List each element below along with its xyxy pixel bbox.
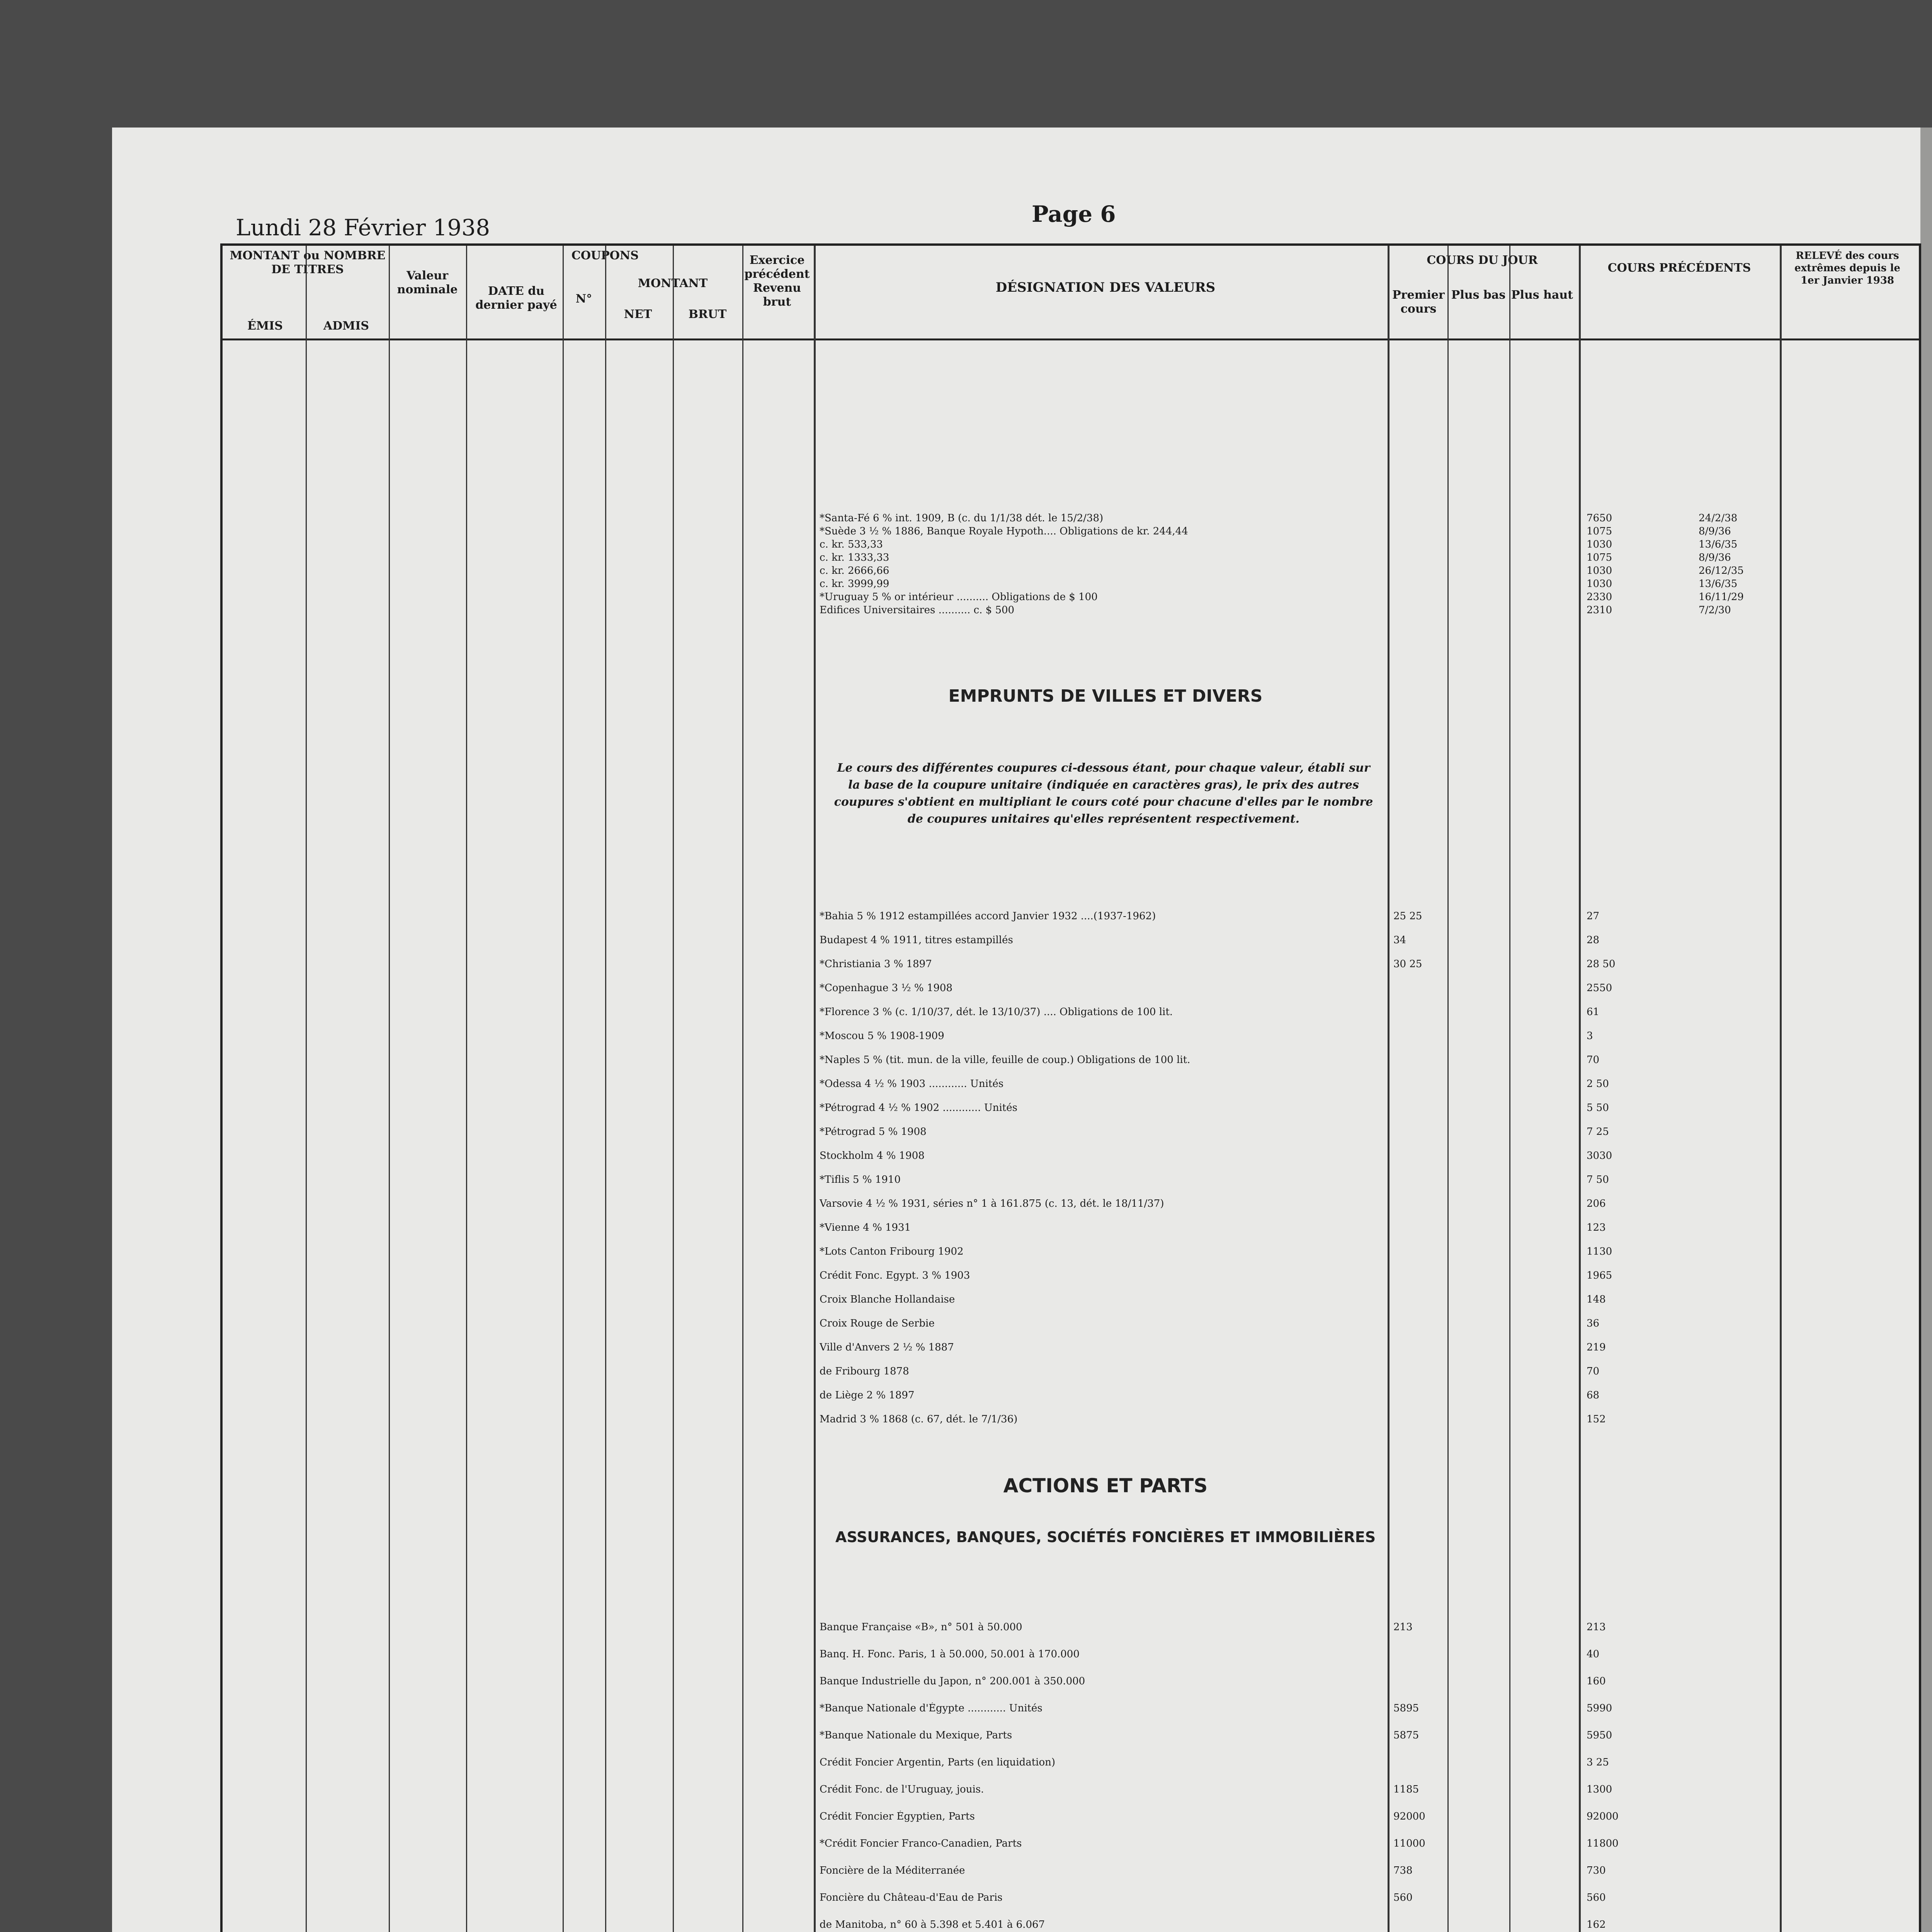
col-exercice: Exercice précédent Revenu brut (744, 253, 810, 309)
table-row-cours: 213 (1393, 1621, 1413, 1633)
col-premier-cours: Premier cours (1392, 288, 1445, 316)
table-row-prev: 560 (1587, 1892, 1606, 1903)
table-row-cours: 92000 (1393, 1811, 1425, 1822)
rule (1388, 246, 1389, 1932)
table-row-prev: 148 (1587, 1294, 1606, 1305)
table-row-name: Banque Industrielle du Japon, n° 200.001 à 350.000 (820, 1675, 1085, 1687)
table-row-prev: 206 (1587, 1198, 1606, 1209)
table-row-prev: 5950 (1587, 1730, 1612, 1741)
table-row-prev: 123 (1587, 1222, 1606, 1233)
table-row-name: Foncière de la Méditerranée (820, 1865, 965, 1876)
table-row-name: Varsovie 4 ½ % 1931, séries n° 1 à 161.875 (c. 13, dét. le 18/11/37) (820, 1198, 1164, 1209)
rule (306, 246, 307, 1932)
col-net: NET (624, 308, 652, 321)
page-date: Lundi 28 Février 1938 (236, 214, 490, 241)
table-row-prev: 61 (1587, 1006, 1600, 1018)
table-row-cours: 5895 (1393, 1702, 1419, 1714)
col-montant-coupon: MONTANT (638, 277, 708, 290)
table-row-cours: 34 (1393, 934, 1406, 946)
table-row-prev: 1075 (1587, 526, 1612, 537)
table-row-date: 7/2/30 (1699, 604, 1731, 616)
table-row-prev: 28 50 (1587, 958, 1616, 970)
table-row-name: *Banque Nationale d'Égypte ............ Unités (820, 1702, 1043, 1714)
table-row-name: c. kr. 2666,66 (820, 565, 889, 577)
col-date-dernier-paye: DATE du dernier payé (475, 284, 557, 312)
table-row-name: *Banque Nationale du Mexique, Parts (820, 1730, 1012, 1741)
table-row-cours: 30 25 (1393, 958, 1422, 970)
table-row-name: Banq. H. Fonc. Paris, 1 à 50.000, 50.001 à 170.000 (820, 1648, 1080, 1660)
table-row-prev: 1300 (1587, 1784, 1612, 1795)
table-row-prev: 3 (1587, 1030, 1593, 1042)
table-row-name: *Uruguay 5 % or intérieur .......... Obligations de $ 100 (820, 591, 1098, 603)
table-row-name: *Vienne 4 % 1931 (820, 1222, 911, 1233)
section-note: Le cours des différentes coupures ci-dessous étant, pour chaque valeur, établi sur la base de la coupure unitaire (indiquée en caractères gras), le prix des autres coupures s'obtient en multipliant le cours coté pour chacune d'elles par le nombre de coupures unitaires qu'elles représentent respectivement. (834, 761, 1373, 826)
table-row-name: de Manitoba, n° 60 à 5.398 et 5.401 à 6.067 (820, 1919, 1045, 1930)
table-row-name: *Bahia 5 % 1912 estampillées accord Janvier 1932 ....(1937-1962) (820, 910, 1156, 922)
table-row-prev: 92000 (1587, 1811, 1619, 1822)
col-admis: ADMIS (323, 319, 369, 333)
table-row-name: de Liège 2 % 1897 (820, 1389, 915, 1401)
section-actions: ACTIONS ET PARTS (1003, 1475, 1208, 1497)
table-row-prev: 5 50 (1587, 1102, 1609, 1114)
table-row-name: c. kr. 1333,33 (820, 552, 889, 563)
col-numero: N° (575, 292, 592, 306)
table-row-date: 13/6/35 (1699, 578, 1738, 590)
table-row-name: *Tiflis 5 % 1910 (820, 1174, 901, 1185)
col-valeur-nominale: Valeur nominale (397, 269, 458, 296)
table-row-prev: 1130 (1587, 1246, 1612, 1257)
section-assurances: ASSURANCES, BANQUES, SOCIÉTÉS FONCIÈRES ET IMMOBILIÈRES (835, 1529, 1376, 1546)
table-row-prev: 36 (1587, 1318, 1600, 1329)
table-row-name: *Santa-Fé 6 % int. 1909, B (c. du 1/1/38 dét. le 15/2/38) (820, 512, 1104, 524)
quotation-table (220, 243, 1921, 1932)
rule (1780, 246, 1782, 1932)
col-montant: MONTANT ou NOMBRE DE TITRES (230, 249, 386, 276)
section-emprunts: EMPRUNTS DE VILLES ET DIVERS (948, 686, 1263, 706)
table-row-date: 13/6/35 (1699, 539, 1738, 550)
table-row-date: 8/9/36 (1699, 552, 1731, 563)
table-row-prev: 70 (1587, 1054, 1600, 1066)
table-row-prev: 1075 (1587, 552, 1612, 563)
table-row-name: *Crédit Foncier Franco-Canadien, Parts (820, 1838, 1022, 1849)
table-row-name: Crédit Foncier Égyptien, Parts (820, 1811, 975, 1822)
table-row-prev: 7650 (1587, 512, 1612, 524)
table-row-prev: 730 (1587, 1865, 1606, 1876)
table-row-name: de Fribourg 1878 (820, 1366, 909, 1377)
table-row-date: 16/11/29 (1699, 591, 1744, 603)
table-row-prev: 2310 (1587, 604, 1612, 616)
table-row-name: Ville d'Anvers 2 ½ % 1887 (820, 1342, 954, 1353)
col-emis: ÉMIS (247, 319, 283, 333)
table-row-name: c. kr. 533,33 (820, 539, 883, 550)
rule (1579, 246, 1581, 1932)
table-row-name: Edifices Universitaires .......... c. $ 500 (820, 604, 1015, 616)
table-row-prev: 1030 (1587, 578, 1612, 590)
table-row-prev: 1030 (1587, 565, 1612, 577)
table-row-name: *Moscou 5 % 1908-1909 (820, 1030, 944, 1042)
table-row-prev: 28 (1587, 934, 1600, 946)
table-row-name: Stockholm 4 % 1908 (820, 1150, 925, 1162)
table-row-prev: 27 (1587, 910, 1600, 922)
table-row-prev: 7 25 (1587, 1126, 1609, 1138)
table-row-name: *Christiania 3 % 1897 (820, 958, 932, 970)
table-row-name: Madrid 3 % 1868 (c. 67, dét. le 7/1/36) (820, 1413, 1018, 1425)
table-row-name: *Suède 3 ½ % 1886, Banque Royale Hypoth.... Obligations de kr. 244,44 (820, 526, 1188, 537)
page-edge-shadow (1920, 128, 1932, 1932)
rule (605, 246, 606, 1932)
col-plus-haut: Plus haut (1511, 288, 1573, 302)
table-row-prev: 2330 (1587, 591, 1612, 603)
rule (742, 246, 743, 1932)
col-designation: DÉSIGNATION DES VALEURS (995, 280, 1216, 295)
table-row-prev: 70 (1587, 1366, 1600, 1377)
table-row-prev: 2 50 (1587, 1078, 1609, 1090)
table-row-prev: 2550 (1587, 982, 1612, 994)
table-row-prev: 152 (1587, 1413, 1606, 1425)
table-row-prev: 7 50 (1587, 1174, 1609, 1185)
table-row-cours: 560 (1393, 1892, 1413, 1903)
table-row-name: Crédit Foncier Argentin, Parts (en liquidation) (820, 1757, 1056, 1768)
rule (673, 246, 674, 1932)
col-cours-du-jour: COURS DU JOUR (1427, 253, 1538, 267)
table-row-prev: 11800 (1587, 1838, 1619, 1849)
page-number: Page 6 (1032, 201, 1116, 227)
table-row-prev: 68 (1587, 1389, 1600, 1401)
table-row-name: Budapest 4 % 1911, titres estampillés (820, 934, 1013, 946)
table-row-date: 24/2/38 (1699, 512, 1738, 524)
table-row-cours: 5875 (1393, 1730, 1419, 1741)
rule (466, 246, 467, 1932)
table-row-prev: 162 (1587, 1919, 1606, 1930)
table-row-cours: 1185 (1393, 1784, 1419, 1795)
table-row-name: *Lots Canton Fribourg 1902 (820, 1246, 964, 1257)
rule (1447, 246, 1449, 1932)
table-row-prev: 1965 (1587, 1270, 1612, 1281)
table-row-name: *Florence 3 % (c. 1/10/37, dét. le 13/10/37) .... Obligations de 100 lit. (820, 1006, 1173, 1018)
col-plus-bas: Plus bas (1451, 288, 1506, 302)
table-row-name: Croix Rouge de Serbie (820, 1318, 935, 1329)
table-row-prev: 40 (1587, 1648, 1600, 1660)
rule (1509, 246, 1510, 1932)
rule (563, 246, 564, 1932)
table-row-name: Crédit Fonc. de l'Uruguay, jouis. (820, 1784, 984, 1795)
table-row-prev: 213 (1587, 1621, 1606, 1633)
table-row-prev: 3030 (1587, 1150, 1612, 1162)
col-brut: BRUT (688, 308, 727, 321)
col-releve: RELEVÉ des cours extrêmes depuis le 1er Janvier 1938 (1794, 250, 1900, 286)
table-row-prev: 160 (1587, 1675, 1606, 1687)
table-row-name: Crédit Fonc. Egypt. 3 % 1903 (820, 1270, 970, 1281)
table-row-name: Banque Française «B», n° 501 à 50.000 (820, 1621, 1022, 1633)
table-row-name: Croix Blanche Hollandaise (820, 1294, 955, 1305)
rule (814, 246, 816, 1932)
col-cours-precedents: COURS PRÉCÉDENTS (1607, 261, 1751, 275)
table-row-prev: 5990 (1587, 1702, 1612, 1714)
col-coupons: COUPONS (571, 249, 639, 262)
table-row-name: *Pétrograd 4 ½ % 1902 ............ Unités (820, 1102, 1017, 1114)
table-header (223, 246, 1919, 340)
rule (389, 246, 390, 1932)
table-row-cours: 25 25 (1393, 910, 1422, 922)
table-row-name: Foncière du Château-d'Eau de Paris (820, 1892, 1003, 1903)
table-row-cours: 11000 (1393, 1838, 1425, 1849)
table-row-prev: 1030 (1587, 539, 1612, 550)
table-row-name: *Odessa 4 ½ % 1903 ............ Unités (820, 1078, 1004, 1090)
table-row-name: *Copenhague 3 ½ % 1908 (820, 982, 953, 994)
table-row-cours: 738 (1393, 1865, 1413, 1876)
table-row-prev: 219 (1587, 1342, 1606, 1353)
table-row-date: 26/12/35 (1699, 565, 1744, 577)
table-row-name: c. kr. 3999,99 (820, 578, 889, 590)
table-row-name: *Naples 5 % (tit. mun. de la ville, feuille de coup.) Obligations de 100 lit. (820, 1054, 1190, 1066)
newspaper-page (112, 128, 1932, 1932)
table-row-prev: 3 25 (1587, 1757, 1609, 1768)
table-row-date: 8/9/36 (1699, 526, 1731, 537)
table-row-name: *Pétrograd 5 % 1908 (820, 1126, 927, 1138)
